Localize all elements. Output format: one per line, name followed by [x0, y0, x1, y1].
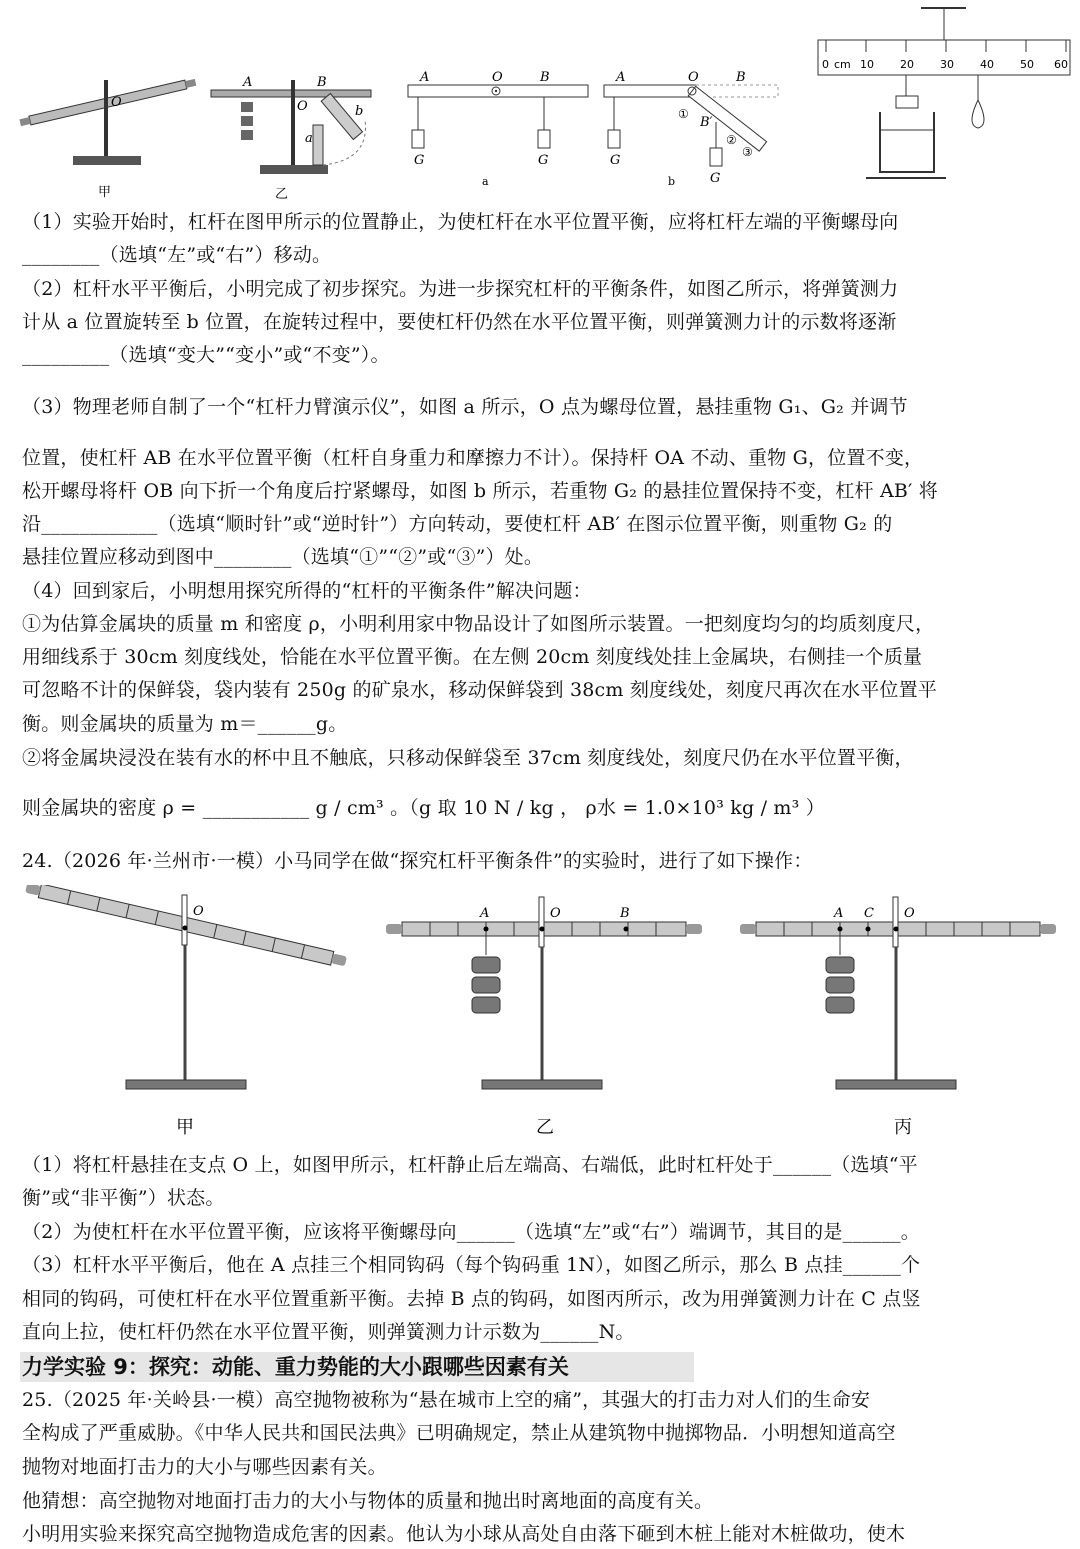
- text-line-6: （3）物理老师自制了一个“杠杆力臂演示仪”，如图 a 所示，O 点为螺母位置，悬挂重物 G₁、G₂ 并调节: [22, 396, 908, 418]
- text-line-19: （1）将杠杆悬挂在支点 O 上，如图甲所示，杠杆静止后左端高、右端低，此时杠杆处于______（选填“平: [22, 1154, 918, 1176]
- ruler-30: 30: [940, 58, 954, 71]
- label-24-A: A: [480, 906, 490, 921]
- label-24-B: B: [620, 906, 630, 921]
- label-b: b: [355, 104, 364, 119]
- label-Bp: B′: [700, 115, 713, 130]
- label-B-a: B: [540, 70, 550, 85]
- caption-24-jia: 甲: [176, 1117, 194, 1138]
- text-line-1: （1）实验开始时，杠杆在图甲所示的位置静止，为使杠杆在水平位置平衡，应将杠杆左端的平衡螺母向: [22, 211, 899, 233]
- text-line-18: 24.（2026 年·兰州市·一模）小马同学在做“探究杠杆平衡条件”的实验时，进行了如下操作：: [22, 850, 813, 872]
- label-24-O-yi: O: [550, 906, 561, 921]
- ruler-20: 20: [900, 58, 914, 71]
- text-line-12: ①为估算金属块的质量 m 和密度 ρ，小明利用家中物品设计了如图所示装置。一把刻度均匀的均质刻度尺，: [22, 613, 935, 635]
- label-24-C: C: [864, 906, 874, 921]
- figure-ruler: [816, 0, 1074, 190]
- ruler-cm: cm: [834, 58, 851, 71]
- label-24-A-bing: A: [834, 906, 844, 921]
- text-line-26: 全构成了严重威胁。《中华人民共和国民法典》已明确规定，禁止从建筑物中抛掷物品．小明想知道高空: [22, 1422, 896, 1444]
- text-line-7: 位置，使杠杆 AB 在水平位置平衡（杠杆自身重力和摩擦力不计）。保持杆 OA 不动、重物 G，位置不变，: [22, 447, 924, 469]
- label-G2: G: [538, 153, 549, 168]
- text-line-29: 小明用实验来探究高空抛物造成危害的因素。他认为小球从高处自由落下砸到木桩上能对木桩做功，使木: [22, 1523, 906, 1545]
- text-line-8: 松开螺母将杆 OB 向下折一个角度后拧紧螺母，如图 b 所示，若重物 G₂ 的悬挂位置保持不变，杠杆 AB′ 将: [22, 480, 939, 502]
- section-heading: 力学实验 9：探究：动能、重力势能的大小跟哪些因素有关: [20, 1352, 694, 1382]
- text-line-14: 可忽略不计的保鲜袋，袋内装有 250g 的矿泉水，移动保鲜袋到 38cm 刻度线处，刻度尺再次在水平位置平: [22, 679, 938, 701]
- text-line-24: 直向上拉，使杠杆仍然在水平位置平衡，则弹簧测力计示数为______N。: [22, 1321, 635, 1343]
- figure-24-jia: [18, 885, 358, 1140]
- caption-a: a: [482, 175, 489, 188]
- text-line-16: ②将金属块浸没在装有水的杯中且不触底，只移动保鲜袋至 37cm 刻度线处，刻度尺仍在水平位置平衡，: [22, 747, 914, 769]
- label-24-O-bing: O: [904, 906, 915, 921]
- text-line-23: 相同的钩码，可使杠杆在水平位置重新平衡。去掉 B 点的钩码，如图丙所示，改为用弹簧测力计在 C 点竖: [22, 1288, 921, 1310]
- text-line-2: ________（选填“左”或“右”）移动。: [22, 244, 332, 266]
- label-B: B: [317, 75, 327, 90]
- figure-jia-top: [18, 58, 198, 208]
- ruler-50: 50: [1020, 58, 1034, 71]
- label-O-b: O: [688, 70, 699, 85]
- figure-yi-top: [205, 70, 385, 210]
- label-24-O: O: [193, 904, 204, 919]
- figure-24-yi: [372, 885, 717, 1140]
- text-line-9: 沿____________（选填“顺时针”或“逆时针”）方向转动，要使杠杆 AB′ 在图示位置平衡，则重物 G₂ 的: [22, 513, 893, 535]
- label-A: A: [243, 75, 253, 90]
- label-O-a: O: [492, 70, 503, 85]
- text-line-4: 计从 a 位置旋转至 b 位置，在旋转过程中，要使杠杆仍然在水平位置平衡，则弹簧测力计的示数将逐渐: [22, 311, 897, 333]
- figure-b: [598, 70, 788, 190]
- text-line-27: 抛物对地面打击力的大小与哪些因素有关。: [22, 1456, 387, 1478]
- label-A-b: A: [616, 70, 626, 85]
- label-A-a: A: [420, 70, 430, 85]
- label-c2: ②: [726, 133, 737, 147]
- figure-24-bing: [726, 885, 1071, 1140]
- caption-24-yi: 乙: [536, 1117, 554, 1138]
- caption-24-bing: 丙: [894, 1117, 912, 1138]
- text-line-22: （3）杠杆水平平衡后，他在 A 点挂三个相同钩码（每个钩码重 1N），如图乙所示，那么 B 点挂______个: [22, 1254, 921, 1276]
- caption-jia: 甲: [98, 185, 112, 200]
- label-B-b: B: [736, 70, 746, 85]
- text-line-15: 衡。则金属块的质量为 m＝______g。: [22, 713, 348, 735]
- text-line-5: _________（选填“变大”“变小”或“不变”）。: [22, 344, 390, 366]
- text-line-28: 他猜想：高空抛物对地面打击力的大小与物体的质量和抛出时离地面的高度有关。: [22, 1490, 714, 1512]
- label-c1: ①: [678, 107, 689, 121]
- text-line-10: 悬挂位置应移动到图中________（选填“①”“②”或“③”）处。: [22, 546, 544, 568]
- text-line-13: 用细线系于 30cm 刻度线处，恰能在水平位置平衡。在左侧 20cm 刻度线处挂上金属块，右侧挂一个质量: [22, 646, 923, 668]
- label-G2-b: G: [710, 171, 721, 186]
- ruler-10: 10: [860, 58, 874, 71]
- text-line-21: （2）为使杠杆在水平位置平衡，应该将平衡螺母向______（选填“左”或“右”）端调节，其目的是______。: [22, 1221, 920, 1243]
- caption-b: b: [668, 175, 676, 188]
- text-line-3: （2）杠杆水平平衡后，小明完成了初步探究。为进一步探究杠杆的平衡条件，如图乙所示，将弹簧测力: [22, 278, 899, 300]
- label-G1: G: [414, 153, 425, 168]
- ruler-0: 0: [822, 58, 829, 71]
- text-line-25: 25.（2025 年·关岭县·一模）高空抛物被称为“悬在城市上空的痛”，其强大的打击力对人们的生命安: [22, 1389, 871, 1411]
- ruler-40: 40: [980, 58, 994, 71]
- text-line-11: （4）回到家后，小明想用探究所得的“杠杆的平衡条件”解决问题：: [22, 580, 592, 602]
- figure-a: [402, 70, 592, 190]
- ruler-60: 60: [1054, 58, 1068, 71]
- caption-yi: 乙: [275, 187, 289, 202]
- label-a: a: [305, 131, 313, 146]
- label-O2: O: [297, 99, 308, 114]
- text-line-17: 则金属块的密度 ρ = ___________ g / cm³ 。（g 取 10 N / kg ， ρ水 = 1.0×10³ kg / m³ ）: [22, 797, 825, 819]
- label-O: O: [111, 95, 122, 110]
- text-line-20: 衡”或“非平衡”）状态。: [22, 1187, 225, 1209]
- label-G1-b: G: [610, 153, 621, 168]
- label-c3: ③: [742, 145, 753, 159]
